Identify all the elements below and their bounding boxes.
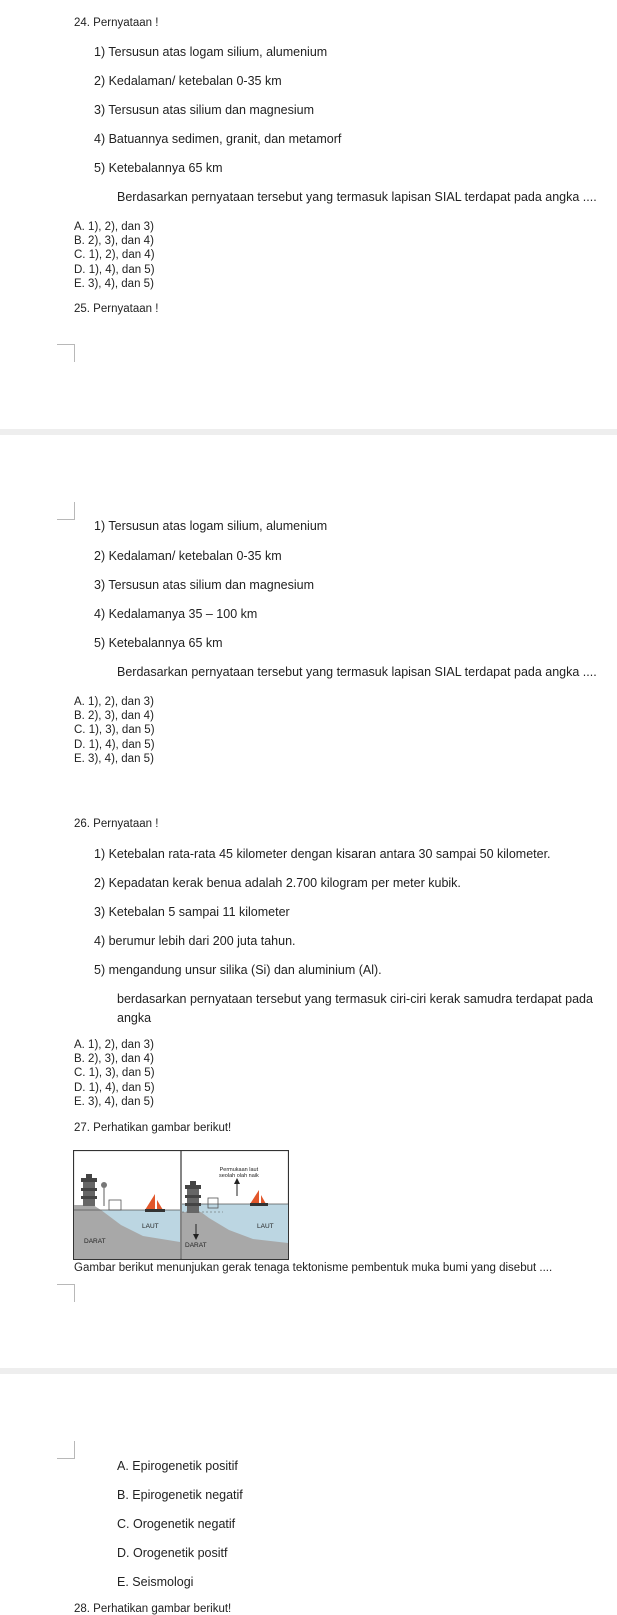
sea-level-caption-line-2: seolah olah naik	[219, 1173, 259, 1179]
page-corner-mark	[57, 502, 75, 520]
q24-option-a[interactable]: A. 1), 2), dan 3)	[74, 221, 154, 233]
q25-statement-3: 3) Tersusun atas silium dan magnesium	[94, 578, 315, 592]
right-laut-label: LAUT	[257, 1223, 274, 1230]
q26-statement-2: 2) Kepadatan kerak benua adalah 2.700 kilogram per meter kubik.	[94, 876, 461, 890]
q25-conclusion: Berdasarkan pernyataan tersebut yang termasuk lapisan SIAL terdapat pada angka ....	[117, 665, 597, 679]
q27-answer-e[interactable]: E. Seismologi	[117, 1575, 194, 1589]
q25-statement-2: 2) Kedalaman/ ketebalan 0-35 km	[94, 549, 282, 563]
page-corner-mark	[57, 1441, 75, 1459]
q24-option-d[interactable]: D. 1), 4), dan 5)	[74, 263, 155, 276]
left-laut-label: LAUT	[142, 1223, 159, 1230]
q27-answer-a[interactable]: A. Epirogenetik positif	[117, 1459, 238, 1473]
q26-statement-5: 5) mengandung unsur silika (Si) dan aluminium (Al).	[94, 963, 382, 977]
q24-statement-3: 3) Tersusun atas silium dan magnesium	[94, 103, 315, 117]
q26-option-e[interactable]: E. 3), 4), dan 5)	[74, 1095, 154, 1108]
right-darat-label: DARAT	[185, 1242, 207, 1249]
q25-option-c[interactable]: C. 1), 3), dan 5)	[74, 724, 155, 737]
q24-statement-4: 4) Batuannya sedimen, granit, dan metamorf	[94, 132, 342, 146]
q25-option-e[interactable]: E. 3), 4), dan 5)	[74, 752, 154, 765]
q25-statement-5: 5) Ketebalannya 65 km	[94, 636, 223, 650]
tectonic-figure	[73, 1150, 289, 1260]
q25-options	[74, 695, 155, 766]
q27-answer-d[interactable]: D. Orogenetik positf	[117, 1546, 228, 1560]
page-gap	[0, 1368, 617, 1374]
q26-statement-3: 3) Ketebalan 5 sampai 11 kilometer	[94, 905, 290, 919]
q27-answer-c[interactable]: C. Orogenetik negatif	[117, 1517, 236, 1531]
q26-option-a[interactable]: A. 1), 2), dan 3)	[74, 1039, 154, 1051]
q24-option-b[interactable]: B. 2), 3), dan 4)	[74, 235, 154, 248]
q26-statement-4: 4) berumur lebih dari 200 juta tahun.	[94, 934, 296, 948]
q27-caption: Gambar berikut menunjukan gerak tenaga tektonisme pembentuk muka bumi yang disebut ....	[74, 1262, 553, 1274]
q25-option-d[interactable]: D. 1), 4), dan 5)	[74, 738, 155, 751]
q24-option-e[interactable]: E. 3), 4), dan 5)	[74, 277, 154, 290]
q24-option-c[interactable]: C. 1), 2), dan 4)	[74, 249, 155, 262]
sea-level-caption	[219, 1167, 259, 1179]
q27-answer-b[interactable]: B. Epirogenetik negatif	[117, 1488, 243, 1502]
q25-option-b[interactable]: B. 2), 3), dan 4)	[74, 710, 154, 723]
q25-statement-4: 4) Kedalamanya 35 – 100 km	[94, 607, 258, 621]
q26-conclusion-line-1: berdasarkan pernyataan tersebut yang termasuk ciri-ciri kerak samudra terdapat pada	[117, 992, 593, 1006]
sea-level-caption-line-1: Permukaan laut	[219, 1167, 259, 1173]
q25-statement-1: 1) Tersusun atas logam silium, alumenium	[94, 519, 328, 533]
question-28-heading: 28. Perhatikan gambar berikut!	[74, 1603, 232, 1615]
q24-statement-1: 1) Tersusun atas logam silium, alumenium	[94, 45, 328, 59]
q25-option-a[interactable]: A. 1), 2), dan 3)	[74, 696, 154, 708]
page-gap	[0, 429, 617, 435]
question-25-heading: 25. Pernyataan !	[74, 303, 159, 315]
page-corner-mark	[57, 344, 75, 362]
q26-option-d[interactable]: D. 1), 4), dan 5)	[74, 1081, 155, 1094]
q24-statement-2: 2) Kedalaman/ ketebalan 0-35 km	[94, 74, 282, 88]
question-27-heading: 27. Perhatikan gambar berikut!	[74, 1122, 232, 1134]
q24-options	[74, 220, 155, 291]
page-corner-mark	[57, 1284, 75, 1302]
q26-option-c[interactable]: C. 1), 3), dan 5)	[74, 1067, 155, 1080]
q24-statement-5: 5) Ketebalannya 65 km	[94, 161, 223, 175]
q24-conclusion: Berdasarkan pernyataan tersebut yang termasuk lapisan SIAL terdapat pada angka ....	[117, 190, 597, 204]
q26-options	[74, 1038, 155, 1109]
q26-statement-1: 1) Ketebalan rata-rata 45 kilometer dengan kisaran antara 30 sampai 50 kilometer.	[94, 847, 551, 861]
left-darat-label: DARAT	[84, 1238, 106, 1245]
q26-option-b[interactable]: B. 2), 3), dan 4)	[74, 1053, 154, 1066]
q26-conclusion-line-2: angka	[117, 1011, 152, 1025]
question-26-heading: 26. Pernyataan !	[74, 818, 159, 830]
question-24-heading: 24. Pernyataan !	[74, 17, 159, 29]
